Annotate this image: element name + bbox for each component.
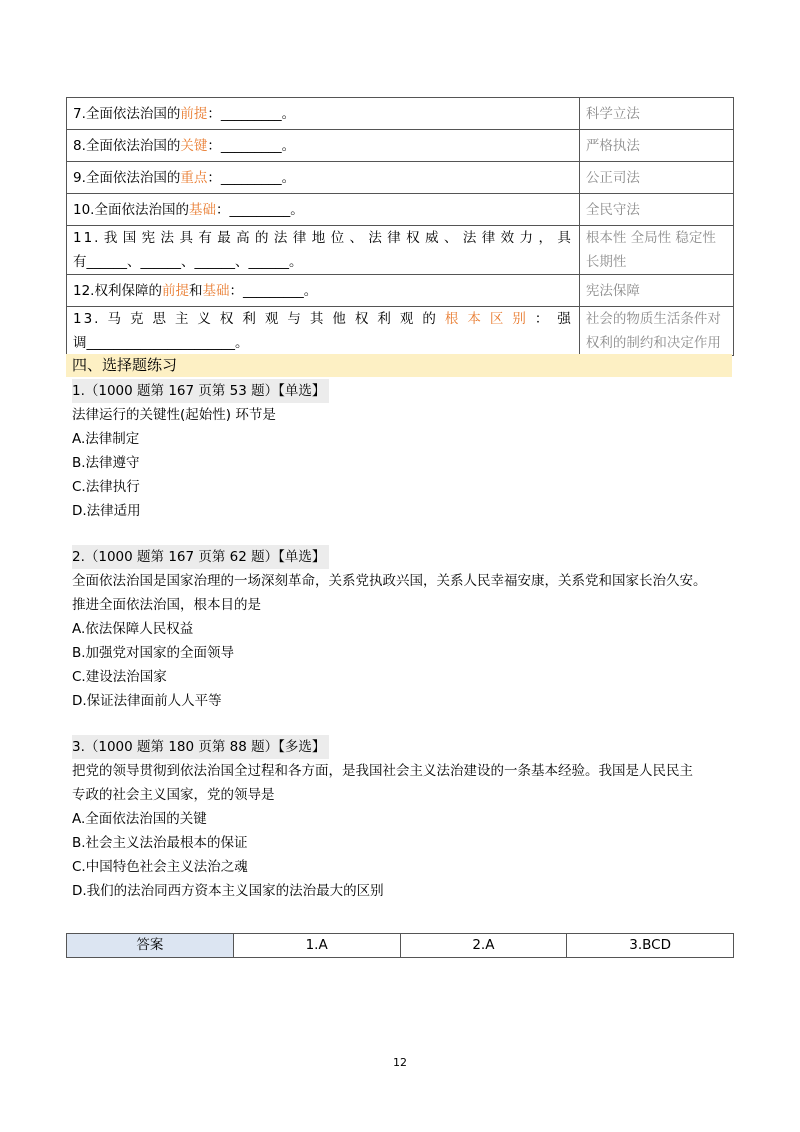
answer-3: 3.BCD — [567, 934, 734, 958]
answer-label: 答案 — [67, 934, 234, 958]
option-a: A.法律制定 — [72, 431, 140, 447]
question-block — [72, 735, 732, 903]
answer-2: 2.A — [400, 934, 567, 958]
question-text: 9.全面依法治国的 — [73, 169, 181, 186]
option-c: C.中国特色社会主义法治之魂 — [72, 859, 248, 875]
table-row — [67, 934, 734, 958]
question-text — [73, 307, 573, 331]
option-d: D.我们的法治同西方资本主义国家的法治最大的区别 — [72, 883, 384, 899]
blank: ：_________。 — [215, 201, 304, 218]
table-row — [67, 226, 734, 275]
answer-cell: 全民守法 — [579, 194, 733, 226]
question-stem: 法律运行的关键性(起始性) 环节是 — [72, 407, 276, 423]
table-row — [67, 307, 734, 356]
option-a: A.依法保障人民权益 — [72, 621, 194, 637]
answer-text: 权利的制约和决定作用 — [585, 335, 721, 351]
answer-1: 1.A — [233, 934, 400, 958]
table-row — [67, 162, 734, 194]
question-stem: 推进全面依法治国，根本目的是 — [72, 597, 261, 613]
question-header: 3.（1000 题第 180 页第 88 题）【多选】 — [72, 735, 329, 759]
table-row — [67, 130, 734, 162]
blank: 有______、______、______、______。 — [73, 254, 303, 270]
question-list — [72, 379, 732, 925]
blank: ：_________。 — [229, 282, 318, 299]
question-cell — [67, 226, 580, 275]
keyword: 前提 — [180, 105, 208, 122]
option-c: C.建设法治国家 — [72, 669, 167, 685]
answer-cell — [579, 307, 733, 356]
answer-cell: 严格执法 — [579, 130, 733, 162]
answer-cell: 科学立法 — [579, 98, 733, 130]
keyword: 基础 — [188, 201, 216, 218]
question-cell — [67, 130, 580, 162]
table-row — [67, 275, 734, 307]
option-b: B.加强党对国家的全面领导 — [72, 645, 235, 661]
question-stem: 全面依法治国是国家治理的一场深刻革命，关系党执政兴国，关系人民幸福安康，关系党和国家长治久安。 — [72, 573, 707, 589]
question-text: 10.全面依法治国的 — [73, 201, 189, 218]
section-title: 四、选择题练习 — [66, 354, 732, 377]
question-text: 12.权利保障的 — [73, 282, 162, 299]
answer-cell: 宪法保障 — [579, 275, 733, 307]
keyword: 根本区别 — [444, 311, 535, 327]
answer-text: 根本性 全局性 稳定性 — [585, 230, 716, 246]
question-text: 11.我国宪法具有最高的法律地位、法律权威、法律效力，具 — [73, 230, 573, 246]
question-cell — [67, 98, 580, 130]
keyword: 前提 — [161, 282, 189, 299]
question-block — [72, 379, 732, 523]
question-text: 8.全面依法治国的 — [73, 137, 181, 154]
table-row — [67, 194, 734, 226]
blank: ：_________。 — [207, 105, 296, 122]
blank: ：_________。 — [207, 137, 296, 154]
answer-text: 长期性 — [585, 254, 627, 270]
question-cell — [67, 162, 580, 194]
blank: 调______________________。 — [73, 335, 249, 351]
question-header: 2.（1000 题第 167 页第 62 题）【单选】 — [72, 545, 329, 569]
question-cell — [67, 194, 580, 226]
answer-text: 社会的物质生活条件对 — [585, 311, 721, 327]
question-text: ：强 — [534, 311, 573, 327]
question-cell — [67, 307, 580, 356]
keyword: 基础 — [202, 282, 230, 299]
option-d: D.保证法律面前人人平等 — [72, 693, 222, 709]
answer-cell — [579, 226, 733, 275]
keyword: 重点 — [180, 169, 208, 186]
fill-in-table — [66, 97, 734, 356]
answer-table — [66, 933, 734, 958]
option-b: B.社会主义法治最根本的保证 — [72, 835, 248, 851]
page-number: 12 — [393, 1056, 407, 1069]
question-text: 7.全面依法治国的 — [73, 105, 181, 122]
option-c: C.法律执行 — [72, 479, 140, 495]
question-stem: 专政的社会主义国家，党的领导是 — [72, 787, 275, 803]
answer-cell: 公正司法 — [579, 162, 733, 194]
question-cell — [67, 275, 580, 307]
keyword: 关键 — [180, 137, 208, 154]
question-text: 13.马克思主义权利观与其他权利观的 — [73, 311, 445, 327]
question-header: 1.（1000 题第 167 页第 53 题）【单选】 — [72, 379, 329, 403]
blank: ：_________。 — [207, 169, 296, 186]
option-b: B.法律遵守 — [72, 455, 140, 471]
option-a: A.全面依法治国的关键 — [72, 811, 207, 827]
question-block — [72, 545, 732, 713]
table-row — [67, 98, 734, 130]
question-stem: 把党的领导贯彻到依法治国全过程和各方面，是我国社会主义法治建设的一条基本经验。我国是人民民主 — [72, 763, 693, 779]
option-d: D.法律适用 — [72, 503, 141, 519]
question-text: 和 — [188, 282, 203, 299]
